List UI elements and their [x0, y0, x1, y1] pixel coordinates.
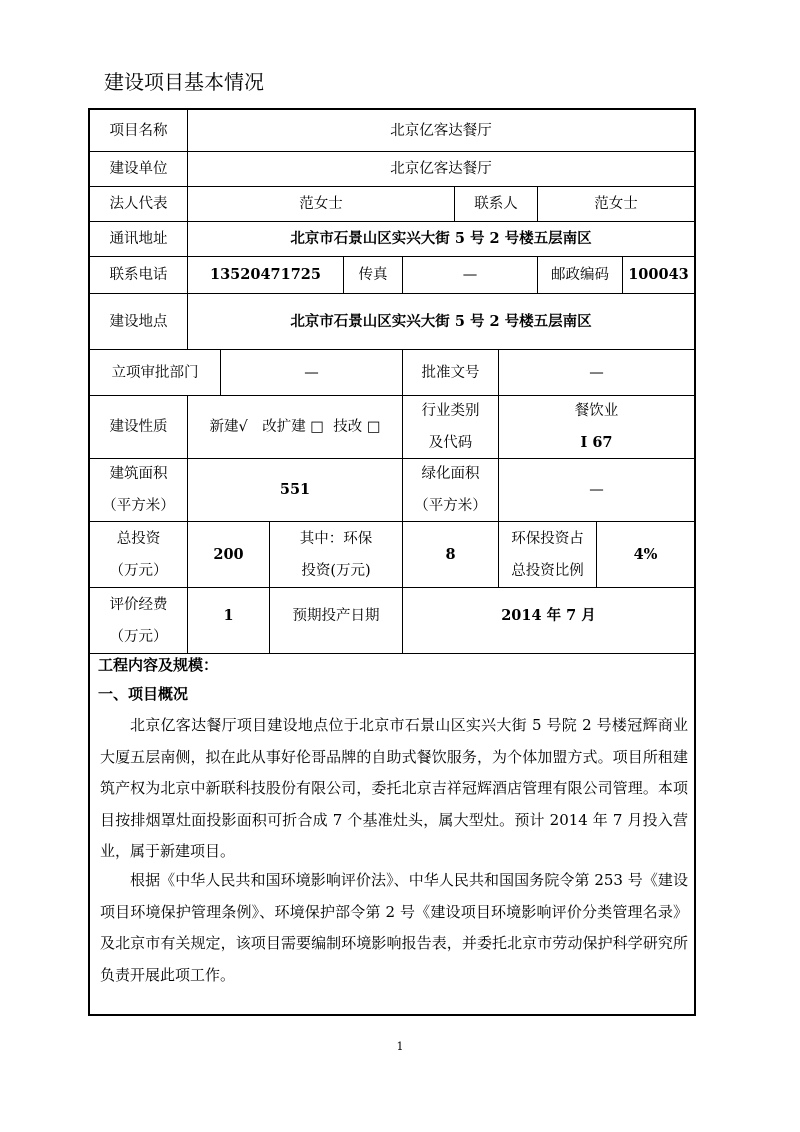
site-value: 北京市石景山区实兴大街 5 号 2 号楼五层南区 [290, 312, 592, 330]
env-ratio-value: 4% [633, 545, 658, 563]
project-name-value: 北京亿客达餐厅 [390, 122, 492, 139]
postcode-value: 100043 [628, 266, 689, 283]
total-investment-value: 200 [213, 545, 244, 563]
green-area-label-line2: （平方米） [414, 498, 487, 514]
phone-value: 13520471725 [210, 266, 321, 283]
nature-value: 新建√ 改扩建 □ 技改 □ [209, 419, 381, 435]
production-date-label: 预期投产日期 [292, 607, 380, 624]
building-area-label-line2: （平方米） [102, 498, 175, 514]
phone-label: 联系电话 [109, 267, 168, 283]
env-ratio-label-line2: 总投资比例 [511, 562, 584, 579]
building-area-label-line1: 建筑面积 [109, 466, 168, 482]
industry-name: 餐饮业 [574, 403, 619, 419]
site-label: 建设地点 [109, 313, 168, 330]
env-investment-label [270, 522, 402, 587]
green-area-label-line1: 绿化面积 [421, 466, 480, 482]
eval-fee-label-line2: （万元） [109, 628, 168, 645]
fax-value: — [462, 267, 478, 283]
project-name-label: 项目名称 [109, 122, 168, 139]
env-investment-label-line2: 投资(万元) [301, 562, 371, 579]
approval-dept-label: 立项审批部门 [111, 364, 199, 381]
total-investment-label-line1: 总投资 [116, 530, 161, 547]
fax-label: 传真 [358, 267, 388, 283]
total-investment-label [90, 522, 187, 587]
content-heading: 工程内容及规模： [98, 656, 219, 674]
contact-label: 联系人 [474, 196, 518, 212]
paragraph-overview: 北京亿客达餐厅项目建设地点位于北京市石景山区实兴大街 5 号院 2 号楼冠辉商业大厦五层南侧，拟在此从事好伦哥品牌的自助式餐饮服务，为个体加盟方式。项目所租建筑产权为北京中新联科技股份有限公司，委托北京吉祥冠辉酒店管理有限公司管理。本项目按排烟罩灶面投影面积可折合成 7 个基准灶头，属大型灶。预计 2014 年 7 月投入营业，属于新建项目。 [100, 716, 688, 860]
env-investment-value: 8 [445, 545, 456, 563]
env-investment-label-line1: 其中：环保 [299, 530, 373, 547]
env-ratio-label-line1: 环保投资占 [511, 530, 584, 547]
section-heading: 一、项目概况 [98, 685, 189, 703]
postcode-label: 邮政编码 [551, 267, 609, 283]
page-title: 建设项目基本情况 [104, 70, 264, 94]
approval-doc-value: — [589, 364, 604, 381]
industry-code: I 67 [580, 434, 613, 451]
production-date-value: 2014 年 7 月 [501, 606, 596, 624]
green-area-value: — [589, 482, 604, 498]
paragraph-basis: 根据《中华人民共和国环境影响评价法》、中华人民共和国国务院令第 253 号《建设项目环境保护管理条例》、环境保护部令第 2 号《建设项目环境影响评价分类管理名录》及北京市有关规定，该项目需要编制环境影响报告表，并委托北京市劳动保护科学研究所负责开展此项工作。 [100, 871, 688, 984]
env-ratio-label [499, 522, 596, 587]
legal-rep-label: 法人代表 [109, 196, 168, 212]
nature-label: 建设性质 [109, 419, 168, 435]
construction-unit-label: 建设单位 [109, 161, 168, 177]
address-label: 通讯地址 [109, 231, 168, 247]
building-area-value: 551 [279, 481, 311, 498]
building-area-label [90, 459, 187, 521]
legal-rep-value: 范女士 [299, 196, 343, 212]
industry-value [499, 396, 694, 458]
page-number: 1 [396, 1040, 404, 1053]
construction-unit-value: 北京亿客达餐厅 [390, 161, 492, 177]
contact-value: 范女士 [594, 196, 638, 212]
green-area-label [403, 459, 498, 521]
address-value: 北京市石景山区实兴大街 5 号 2 号楼五层南区 [290, 230, 592, 247]
approval-doc-label: 批准文号 [421, 364, 480, 381]
eval-fee-label [90, 588, 187, 653]
industry-label-line2: 及代码 [428, 435, 473, 451]
approval-dept-value: — [304, 364, 319, 381]
eval-fee-value: 1 [223, 606, 234, 624]
industry-label-line1: 行业类别 [421, 403, 480, 419]
eval-fee-label-line1: 评价经费 [109, 596, 168, 613]
industry-label [403, 396, 498, 458]
total-investment-label-line2: （万元） [109, 562, 168, 579]
